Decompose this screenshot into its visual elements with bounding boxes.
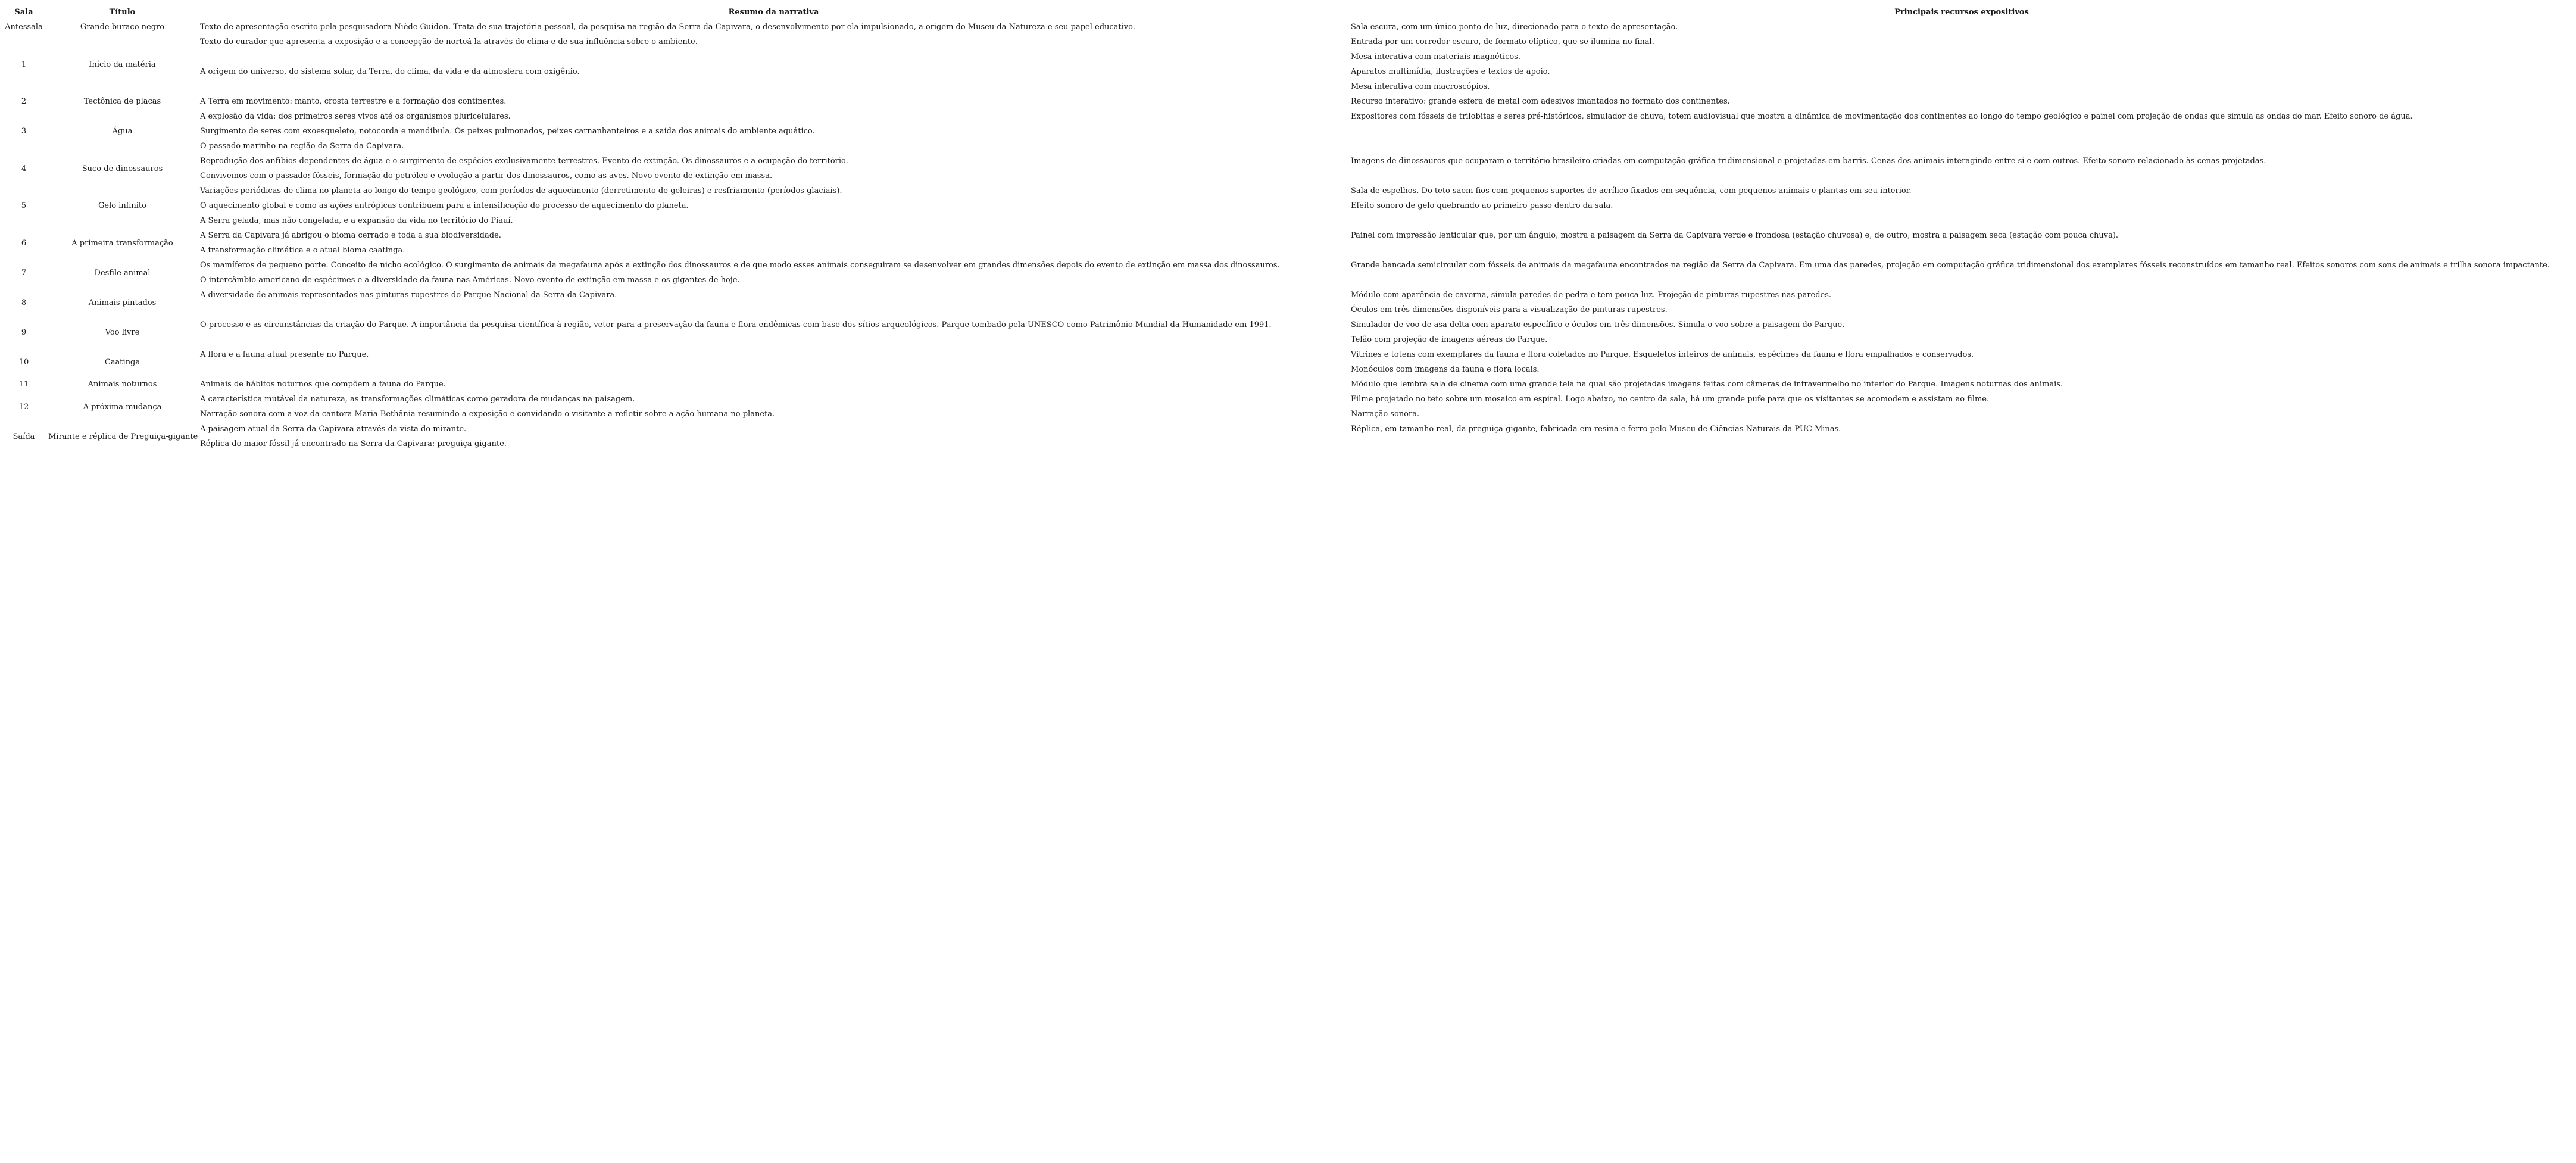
exhibition-table-container: [1, 5, 2574, 451]
resource-line: [1351, 273, 2572, 288]
narrative-summary-cell: [198, 422, 1349, 451]
narrative-summary-cell: [198, 317, 1349, 347]
resource-line: [1351, 124, 2572, 139]
exhibit-resources-cell: [1349, 377, 2574, 392]
room-title-cell: Início da matéria: [89, 60, 156, 69]
narrative-summary-cell: [198, 94, 1349, 109]
resource-line: Módulo que lembra sala de cinema com uma grande tela na qual são projetadas imagens feitas com câmeras de infravermelho no interior do Parque. Imagens noturnas dos animais.: [1351, 380, 2063, 389]
room-number-cell: 1: [21, 60, 27, 69]
room-title-cell: A próxima mudança: [83, 402, 162, 411]
narrative-summary-cell: [198, 183, 1349, 228]
resource-line: [1351, 139, 2572, 154]
narrative-line: Variações periódicas de clima no planeta ao longo do tempo geológico, com períodos de aquecimento (derretimento de geleiras) e resfriamento (períodos glaciais).: [200, 186, 842, 195]
room-number-cell: 7: [21, 268, 27, 278]
exhibit-resources-cell: [1349, 258, 2574, 288]
narrative-summary-cell: [198, 20, 1349, 35]
resource-line: Óculos em três dimensões disponíveis para a visualização de pinturas rupestres.: [1351, 305, 1668, 314]
room-number-cell: 11: [18, 380, 29, 389]
narrative-summary-cell: [198, 228, 1349, 258]
room-title-cell: Animais noturnos: [88, 380, 157, 389]
resource-line: Painel com impressão lenticular que, por um ângulo, mostra a paisagem da Serra da Capivara verde e frondosa (estação chuvosa) e, de outro, mostra a paisagem seca (estação com pouca chuva).: [1351, 231, 2119, 240]
resource-line: Expositores com fósseis de trilobitas e seres pré-históricos, simulador de chuva, totem audiovisual que mostra a dinâmica de movimentação dos continentes ao longo do tempo geológico e painel com projeção de ondas que simula as ondas do mar. Efeito sonoro de água.: [1351, 112, 2413, 121]
narrative-line: A Serra da Capivara já abrigou o bioma cerrado e toda a sua biodiversidade.: [200, 231, 501, 240]
narrative-summary-cell: [198, 258, 1349, 288]
resource-line: Imagens de dinossauros que ocuparam o território brasileiro criadas em computação gráfica tridimensional e projetadas em barris. Cenas dos animais interagindo entre si e com outros. Efeito sonoro relacionado às cenas projetadas.: [1351, 157, 2266, 166]
narrative-line: Texto do curador que apresenta a exposição e a concepção de norteá-la através do clima e de sua influência sobre o ambiente.: [200, 38, 698, 46]
resource-line: Aparatos multimídia, ilustrações e textos de apoio.: [1351, 67, 1550, 76]
exhibit-resources-cell: [1349, 288, 2574, 317]
header-sala: Sala: [14, 8, 33, 17]
narrative-line: A característica mutável da natureza, as transformações climáticas como geradora de mudanças na paisagem.: [200, 395, 635, 404]
narrative-line: Os mamíferos de pequeno porte. Conceito de nicho ecológico. O surgimento de animais da megafauna após a extinção dos dinossauros e de que modo esses animais conseguiram se desenvolver em grandes dimensões depois do evento de extinção em massa dos dinossauros.: [200, 261, 1280, 270]
narrative-line: Texto de apresentação escrito pela pesquisadora Niède Guidon. Trata de sua trajetória pessoal, da pesquisa na região da Serra da Capivara, o desenvolvimento por ela impulsionado, a origem do Museu da Natureza e seu papel educativo.: [200, 23, 1135, 32]
room-title-cell: Água: [112, 127, 133, 136]
room-title-cell: Animais pintados: [88, 298, 157, 307]
room-number-cell: 4: [21, 164, 27, 173]
resource-line: Grande bancada semicircular com fósseis de animais da megafauna encontrados na região da Serra da Capivara. Em uma das paredes, projeção em computação gráfica tridimensional dos exemplares fósseis reconstruídos em tamanho real. Efeitos sonoros com sons de animais e trilha sonora impactante.: [1351, 261, 2550, 270]
exhibition-rooms-table: [1, 5, 2574, 451]
resource-line: Recurso interativo: grande esfera de metal com adesivos imantados no formato dos continentes.: [1351, 97, 1730, 106]
narrative-line: Reprodução dos anfíbios dependentes de água e o surgimento de espécies exclusivamente terrestres. Evento de extinção. Os dinossauros e a ocupação do território.: [200, 157, 848, 166]
exhibit-resources-cell: [1349, 183, 2574, 228]
table-row: [1, 422, 2574, 451]
room-number-cell: 2: [21, 97, 27, 106]
room-title-cell: Desfile animal: [94, 268, 151, 278]
narrative-line: [200, 79, 1347, 94]
narrative-line: A explosão da vida: dos primeiros seres vivos até os organismos pluricelulares.: [200, 112, 511, 121]
room-number-cell: 6: [21, 238, 27, 248]
resource-line: Entrada por um corredor escuro, de formato elíptico, que se ilumina no final.: [1351, 38, 1654, 46]
exhibit-resources-cell: [1349, 154, 2574, 183]
room-title-cell: Voo livre: [105, 328, 140, 337]
narrative-line: O intercâmbio americano de espécimes e a diversidade da fauna nas Américas. Novo evento de extinção em massa e os gigantes de hoje.: [200, 276, 740, 285]
narrative-line: [200, 303, 1347, 317]
narrative-line: A Serra gelada, mas não congelada, e a expansão da vida no território do Piauí.: [200, 216, 513, 225]
narrative-summary-cell: [198, 35, 1349, 94]
narrative-line: Réplica do maior fóssil já encontrado na Serra da Capivara: preguiça-gigante.: [200, 439, 507, 448]
narrative-summary-cell: [198, 109, 1349, 154]
narrative-line: A diversidade de animais representados nas pinturas rupestres do Parque Nacional da Serra da Capivara.: [200, 291, 617, 300]
narrative-line: Narração sonora com a voz da cantora Maria Bethânia resumindo a exposição e convidando o visitante a refletir sobre a ação humana no planeta.: [200, 410, 775, 419]
resource-line: [1351, 169, 2572, 183]
room-title-cell: A primeira transformação: [71, 238, 173, 248]
room-number-cell: 9: [21, 328, 27, 337]
resource-line: [1351, 243, 2572, 258]
exhibit-resources-cell: [1349, 317, 2574, 347]
exhibit-resources-cell: [1349, 228, 2574, 258]
exhibit-resources-cell: [1349, 20, 2574, 35]
narrative-line: Animais de hábitos noturnos que compõem a fauna do Parque.: [200, 380, 446, 389]
resource-line: Sala de espelhos. Do teto saem fios com pequenos suportes de acrílico fixados em sequência, com pequenos animais e plantas em seu interior.: [1351, 186, 1912, 195]
table-row: [1, 258, 2574, 288]
narrative-line: [200, 362, 1347, 377]
narrative-line: Surgimento de seres com exoesqueleto, notocorda e mandíbula. Os peixes pulmonados, peixes carnanhanteiros e a saída dos animais do ambiente aquático.: [200, 127, 815, 136]
resource-line: [1351, 436, 2572, 451]
table-body: [1, 20, 2574, 451]
room-number-cell: 8: [21, 298, 27, 307]
resource-line: Réplica, em tamanho real, da preguiça-gigante, fabricada em resina e ferro pelo Museu de Ciências Naturais da PUC Minas.: [1351, 425, 1841, 434]
exhibit-resources-cell: [1349, 94, 2574, 109]
narrative-line: O passado marinho na região da Serra da Capivara.: [200, 142, 404, 151]
room-title-cell: Gelo infinito: [98, 201, 146, 210]
resource-line: Sala escura, com um único ponto de luz, direcionado para o texto de apresentação.: [1351, 23, 1678, 32]
room-title-cell: Caatinga: [104, 357, 140, 367]
room-number-cell: Antessala: [5, 23, 43, 32]
narrative-line: [200, 332, 1347, 347]
header-recursos: Principais recursos expositivos: [1894, 8, 2029, 17]
table-row: [1, 228, 2574, 258]
narrative-line: A origem do universo, do sistema solar, da Terra, do clima, da vida e da atmosfera com oxigênio.: [200, 67, 580, 76]
room-title-cell: Tectônica de placas: [83, 97, 161, 106]
table-row: [1, 392, 2574, 422]
resource-line: Efeito sonoro de gelo quebrando ao primeiro passo dentro da sala.: [1351, 201, 1613, 210]
narrative-line: Convivemos com o passado: fósseis, formação do petróleo e evolução a partir dos dinossauros, como as aves. Novo evento de extinção em massa.: [200, 172, 773, 180]
room-number-cell: 3: [21, 127, 27, 136]
resource-line: Narração sonora.: [1351, 410, 1420, 419]
exhibit-resources-cell: [1349, 347, 2574, 377]
room-number-cell: 5: [21, 201, 27, 210]
header-resumo: Resumo da narrativa: [728, 8, 819, 17]
narrative-summary-cell: [198, 377, 1349, 392]
resource-line: Módulo com aparência de caverna, simula paredes de pedra e tem pouca luz. Projeção de pinturas rupestres nas paredes.: [1351, 291, 1832, 300]
exhibit-resources-cell: [1349, 392, 2574, 422]
resource-line: Telão com projeção de imagens aéreas do Parque.: [1351, 335, 1548, 344]
narrative-summary-cell: [198, 154, 1349, 183]
room-title-cell: Grande buraco negro: [80, 23, 165, 32]
narrative-line: O aquecimento global e como as ações antrópicas contribuem para a intensificação do processo de aquecimento do planeta.: [200, 201, 689, 210]
table-row: [1, 377, 2574, 392]
exhibit-resources-cell: [1349, 35, 2574, 94]
room-number-cell: 12: [18, 402, 29, 411]
table-row: [1, 347, 2574, 377]
resource-line: Simulador de voo de asa delta com aparato específico e óculos em três dimensões. Simula o voo sobre a paisagem do Parque.: [1351, 320, 1845, 329]
narrative-line: A paisagem atual da Serra da Capivara através da vista do mirante.: [200, 425, 467, 434]
narrative-line: O processo e as circunstâncias da criação do Parque. A importância da pesquisa científica à região, vetor para a preservação da fauna e flora endêmicas com base dos sítios arqueológicos. Parque tombado pela UNESCO como Patrimônio Mundial da Humanidade em 1991.: [200, 320, 1272, 329]
table-row: [1, 317, 2574, 347]
narrative-summary-cell: [198, 347, 1349, 377]
resource-line: Vitrines e totens com exemplares da fauna e flora coletados no Parque. Esqueletos inteiros de animais, espécimes da fauna e flora empalhados e conservados.: [1351, 350, 1974, 359]
exhibit-resources-cell: [1349, 422, 2574, 451]
table-row: [1, 109, 2574, 154]
header-titulo: Título: [109, 8, 136, 17]
narrative-summary-cell: [198, 288, 1349, 317]
resource-line: Mesa interativa com materiais magnéticos.: [1351, 52, 1520, 61]
narrative-line: A transformação climática e o atual bioma caatinga.: [200, 246, 405, 255]
table-row: [1, 20, 2574, 35]
narrative-line: A Terra em movimento: manto, crosta terrestre e a formação dos continentes.: [200, 97, 507, 106]
narrative-summary-cell: [198, 392, 1349, 422]
table-header-row: [1, 5, 2574, 20]
resource-line: Monóculos com imagens da fauna e flora locais.: [1351, 365, 1540, 374]
room-number-cell: 10: [18, 357, 29, 367]
table-row: [1, 94, 2574, 109]
room-title-cell: Suco de dinossauros: [82, 164, 163, 173]
narrative-line: [200, 49, 1347, 64]
resource-line: [1351, 213, 2572, 228]
room-number-cell: Saída: [13, 432, 35, 441]
table-row: [1, 183, 2574, 228]
resource-line: Filme projetado no teto sobre um mosaico em espiral. Logo abaixo, no centro da sala, há um grande pufe para que os visitantes se acomodem e assistam ao filme.: [1351, 395, 1990, 404]
narrative-line: A flora e a fauna atual presente no Parque.: [200, 350, 369, 359]
exhibit-resources-cell: [1349, 109, 2574, 154]
table-row: [1, 35, 2574, 94]
room-title-cell: Mirante e réplica de Preguiça-gigante: [48, 432, 198, 441]
table-row: [1, 154, 2574, 183]
resource-line: Mesa interativa com macroscópios.: [1351, 82, 1490, 91]
table-row: [1, 288, 2574, 317]
